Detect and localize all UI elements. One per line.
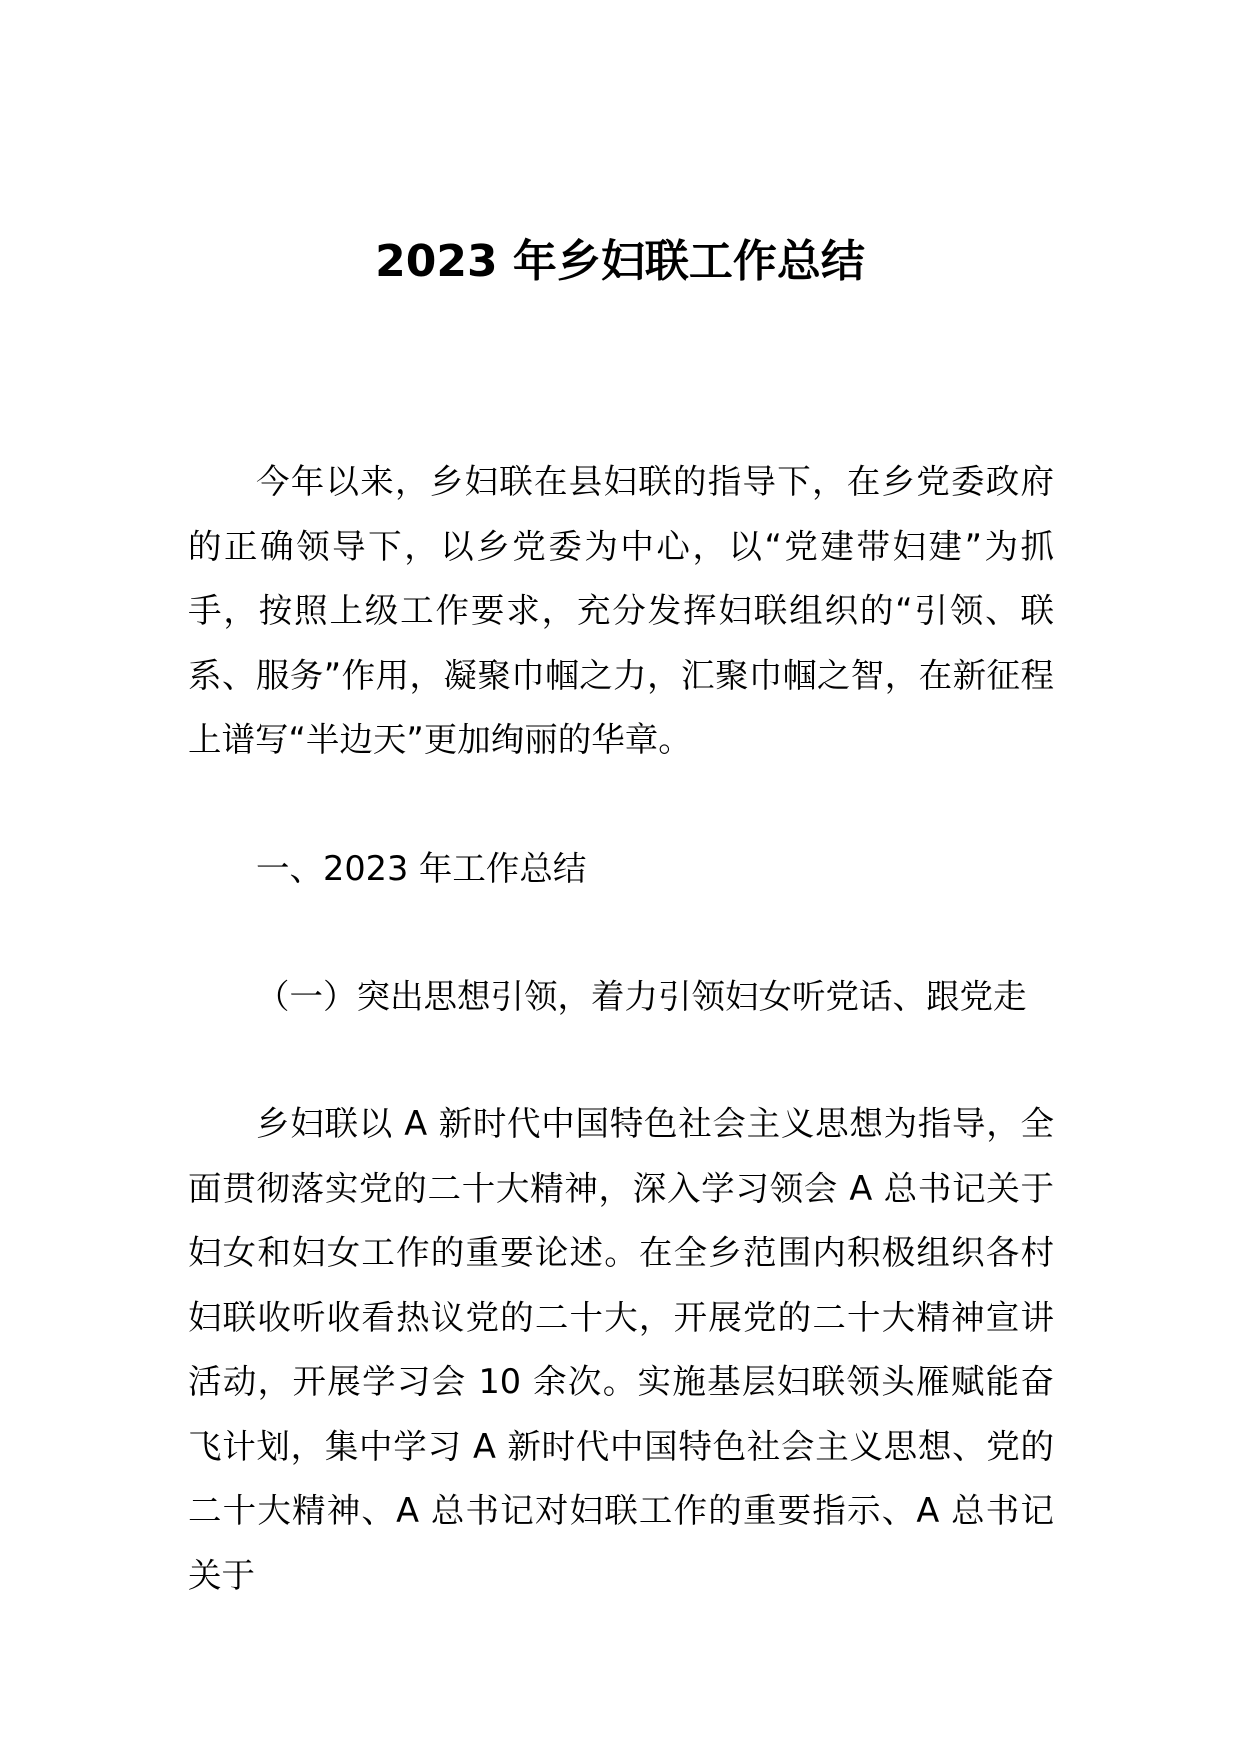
document-title: 2023 年乡妇联工作总结 <box>375 236 865 288</box>
body-paragraph: 乡妇联以 A 新时代中国特色社会主义思想为指导，全面贯彻落实党的二十大精神，深入学习领会 A 总书记关于妇女和妇女工作的重要论述。在全乡范围内积极组织各村妇联收听收看热议党的二十大，开展党的二十大精神宣讲活动，开展学习会 10 余次。实施基层妇联领头雁赋能奋飞计划，集中学习 A 新时代中国特色社会主义思想、党的二十大精神、A 总书记对妇联工作的重要指示、A 总书记关于 <box>188 1104 1054 1595</box>
intro-paragraph: 今年以来，乡妇联在县妇联的指导下，在乡党委政府的正确领导下，以乡党委为中心，以“党建带妇建”为抓手，按照上级工作要求，充分发挥妇联组织的“引领、联系、服务”作用，凝聚巾帼之力，汇聚巾帼之智，在新征程上谱写“半边天”更加绚丽的华章。 <box>188 462 1054 759</box>
subsection-heading: （一）突出思想引领，着力引领妇女听党话、跟党走 <box>256 977 1027 1016</box>
section-heading: 一、2023 年工作总结 <box>256 849 587 888</box>
